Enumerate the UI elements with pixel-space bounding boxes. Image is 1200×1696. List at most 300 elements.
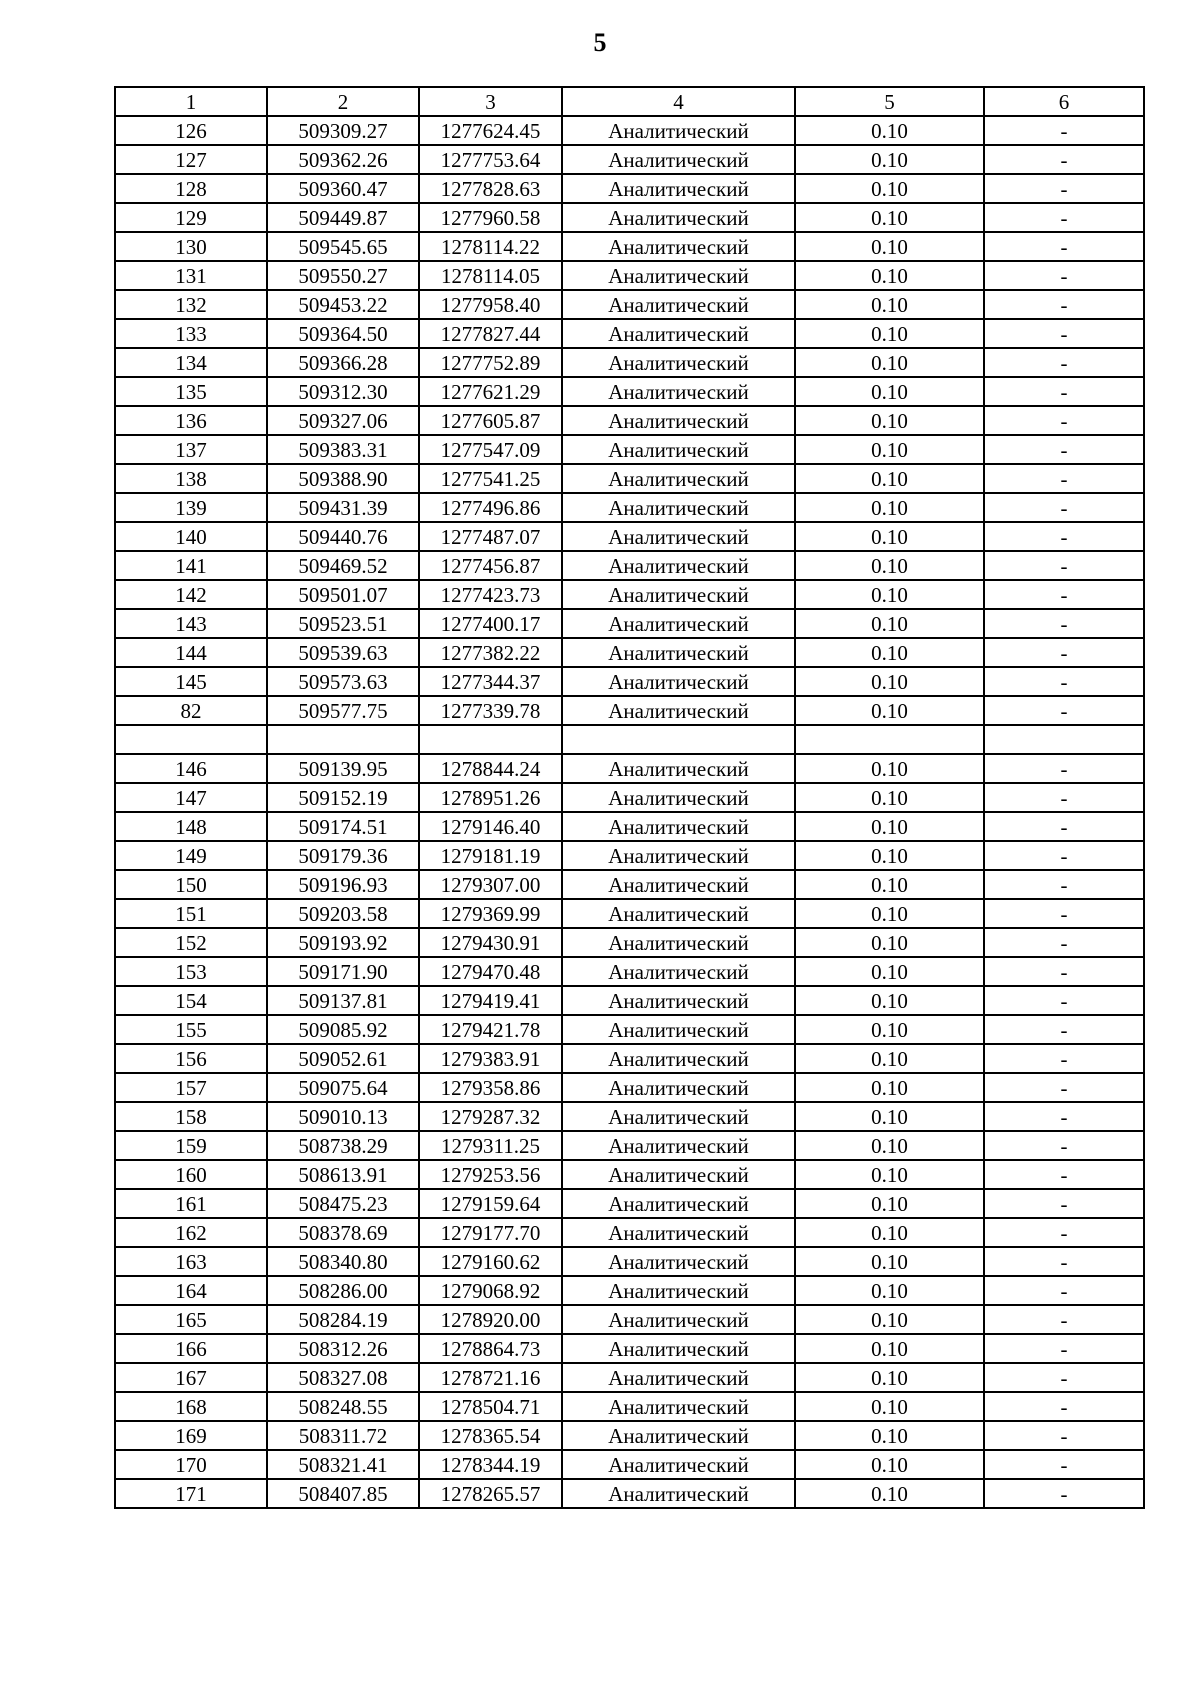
y-coordinate-cell: 1277400.17 <box>419 609 562 638</box>
method-cell: Аналитический <box>562 464 795 493</box>
note-cell: - <box>984 406 1144 435</box>
point-number-cell: 154 <box>115 986 267 1015</box>
table-row <box>115 580 1144 609</box>
note-cell: - <box>984 1392 1144 1421</box>
accuracy-cell: 0.10 <box>795 754 984 783</box>
table-header <box>115 87 1144 116</box>
y-coordinate-cell: 1279311.25 <box>419 1131 562 1160</box>
note-cell: - <box>984 580 1144 609</box>
method-cell: Аналитический <box>562 957 795 986</box>
point-number-cell: 162 <box>115 1218 267 1247</box>
point-number-cell: 150 <box>115 870 267 899</box>
note-cell: - <box>984 899 1144 928</box>
note-cell: - <box>984 1334 1144 1363</box>
x-coordinate-cell: 509075.64 <box>267 1073 419 1102</box>
point-number-cell: 171 <box>115 1479 267 1508</box>
method-cell: Аналитический <box>562 435 795 464</box>
point-number-cell: 135 <box>115 377 267 406</box>
y-coordinate-cell: 1277624.45 <box>419 116 562 145</box>
note-cell: - <box>984 667 1144 696</box>
point-number-cell: 138 <box>115 464 267 493</box>
point-number-cell: 148 <box>115 812 267 841</box>
table-row <box>115 1131 1144 1160</box>
column-header: 6 <box>984 87 1144 116</box>
method-cell: Аналитический <box>562 783 795 812</box>
point-number-cell: 134 <box>115 348 267 377</box>
point-number-cell: 146 <box>115 754 267 783</box>
table-row <box>115 464 1144 493</box>
accuracy-cell <box>795 725 984 754</box>
point-number-cell: 133 <box>115 319 267 348</box>
column-header: 3 <box>419 87 562 116</box>
accuracy-cell: 0.10 <box>795 1276 984 1305</box>
table-row <box>115 1479 1144 1508</box>
page-number: 5 <box>593 28 607 57</box>
table-row <box>115 1015 1144 1044</box>
table-row <box>115 754 1144 783</box>
x-coordinate-cell: 509137.81 <box>267 986 419 1015</box>
coordinates-table <box>114 86 1145 1509</box>
method-cell: Аналитический <box>562 377 795 406</box>
method-cell: Аналитический <box>562 116 795 145</box>
point-number-cell: 139 <box>115 493 267 522</box>
y-coordinate-cell: 1277960.58 <box>419 203 562 232</box>
y-coordinate-cell: 1278951.26 <box>419 783 562 812</box>
y-coordinate-cell <box>419 725 562 754</box>
point-number-cell: 145 <box>115 667 267 696</box>
method-cell: Аналитический <box>562 1421 795 1450</box>
accuracy-cell: 0.10 <box>795 1479 984 1508</box>
y-coordinate-cell: 1278864.73 <box>419 1334 562 1363</box>
table-row <box>115 783 1144 812</box>
method-cell: Аналитический <box>562 580 795 609</box>
x-coordinate-cell: 509010.13 <box>267 1102 419 1131</box>
accuracy-cell: 0.10 <box>795 406 984 435</box>
point-number-cell: 132 <box>115 290 267 319</box>
method-cell: Аналитический <box>562 986 795 1015</box>
x-coordinate-cell: 508407.85 <box>267 1479 419 1508</box>
note-cell: - <box>984 319 1144 348</box>
table-row <box>115 1305 1144 1334</box>
point-number-cell: 127 <box>115 145 267 174</box>
accuracy-cell: 0.10 <box>795 551 984 580</box>
accuracy-cell: 0.10 <box>795 638 984 667</box>
y-coordinate-cell: 1277753.64 <box>419 145 562 174</box>
accuracy-cell: 0.10 <box>795 696 984 725</box>
table-row <box>115 1189 1144 1218</box>
table-row <box>115 638 1144 667</box>
method-cell: Аналитический <box>562 870 795 899</box>
x-coordinate-cell: 509309.27 <box>267 116 419 145</box>
note-cell: - <box>984 609 1144 638</box>
note-cell: - <box>984 116 1144 145</box>
table-row <box>115 725 1144 754</box>
note-cell: - <box>984 522 1144 551</box>
method-cell: Аналитический <box>562 841 795 870</box>
y-coordinate-cell: 1277958.40 <box>419 290 562 319</box>
accuracy-cell: 0.10 <box>795 1015 984 1044</box>
point-number-cell: 159 <box>115 1131 267 1160</box>
point-number-cell: 141 <box>115 551 267 580</box>
y-coordinate-cell: 1277547.09 <box>419 435 562 464</box>
y-coordinate-cell: 1277382.22 <box>419 638 562 667</box>
method-cell: Аналитический <box>562 1276 795 1305</box>
note-cell: - <box>984 1102 1144 1131</box>
table-row <box>115 493 1144 522</box>
point-number-cell: 170 <box>115 1450 267 1479</box>
method-cell: Аналитический <box>562 522 795 551</box>
accuracy-cell: 0.10 <box>795 899 984 928</box>
y-coordinate-cell: 1279307.00 <box>419 870 562 899</box>
table-row <box>115 1392 1144 1421</box>
table-row <box>115 1450 1144 1479</box>
column-header: 5 <box>795 87 984 116</box>
x-coordinate-cell: 509193.92 <box>267 928 419 957</box>
accuracy-cell: 0.10 <box>795 1102 984 1131</box>
accuracy-cell: 0.10 <box>795 1363 984 1392</box>
point-number-cell: 140 <box>115 522 267 551</box>
y-coordinate-cell: 1278920.00 <box>419 1305 562 1334</box>
y-coordinate-cell: 1279068.92 <box>419 1276 562 1305</box>
y-coordinate-cell: 1279430.91 <box>419 928 562 957</box>
method-cell: Аналитический <box>562 899 795 928</box>
x-coordinate-cell: 509179.36 <box>267 841 419 870</box>
note-cell: - <box>984 1015 1144 1044</box>
table-row <box>115 348 1144 377</box>
accuracy-cell: 0.10 <box>795 783 984 812</box>
point-number-cell: 128 <box>115 174 267 203</box>
note-cell: - <box>984 493 1144 522</box>
point-number-cell: 160 <box>115 1160 267 1189</box>
point-number-cell: 142 <box>115 580 267 609</box>
x-coordinate-cell: 508475.23 <box>267 1189 419 1218</box>
point-number-cell: 168 <box>115 1392 267 1421</box>
x-coordinate-cell: 509573.63 <box>267 667 419 696</box>
x-coordinate-cell: 509171.90 <box>267 957 419 986</box>
method-cell: Аналитический <box>562 348 795 377</box>
point-number-cell: 143 <box>115 609 267 638</box>
note-cell: - <box>984 1247 1144 1276</box>
point-number-cell: 167 <box>115 1363 267 1392</box>
accuracy-cell: 0.10 <box>795 1218 984 1247</box>
accuracy-cell: 0.10 <box>795 1131 984 1160</box>
note-cell: - <box>984 841 1144 870</box>
x-coordinate-cell: 509523.51 <box>267 609 419 638</box>
method-cell: Аналитический <box>562 638 795 667</box>
table-row <box>115 841 1144 870</box>
table-row <box>115 1247 1144 1276</box>
method-cell: Аналитический <box>562 1392 795 1421</box>
note-cell: - <box>984 1479 1144 1508</box>
method-cell: Аналитический <box>562 754 795 783</box>
x-coordinate-cell: 509577.75 <box>267 696 419 725</box>
method-cell: Аналитический <box>562 1160 795 1189</box>
note-cell: - <box>984 1363 1144 1392</box>
y-coordinate-cell: 1277344.37 <box>419 667 562 696</box>
x-coordinate-cell: 508738.29 <box>267 1131 419 1160</box>
point-number-cell: 158 <box>115 1102 267 1131</box>
table-row <box>115 812 1144 841</box>
method-cell: Аналитический <box>562 319 795 348</box>
table-row <box>115 261 1144 290</box>
note-cell: - <box>984 551 1144 580</box>
method-cell: Аналитический <box>562 203 795 232</box>
table-row <box>115 522 1144 551</box>
accuracy-cell: 0.10 <box>795 1189 984 1218</box>
point-number-cell: 152 <box>115 928 267 957</box>
method-cell: Аналитический <box>562 1073 795 1102</box>
table-row <box>115 899 1144 928</box>
point-number-cell: 137 <box>115 435 267 464</box>
note-cell: - <box>984 1305 1144 1334</box>
note-cell: - <box>984 928 1144 957</box>
method-cell: Аналитический <box>562 1131 795 1160</box>
y-coordinate-cell: 1279383.91 <box>419 1044 562 1073</box>
x-coordinate-cell: 509052.61 <box>267 1044 419 1073</box>
point-number-cell: 157 <box>115 1073 267 1102</box>
y-coordinate-cell: 1279287.32 <box>419 1102 562 1131</box>
method-cell: Аналитический <box>562 1305 795 1334</box>
method-cell: Аналитический <box>562 145 795 174</box>
table-row <box>115 1276 1144 1305</box>
point-number-cell: 130 <box>115 232 267 261</box>
method-cell <box>562 725 795 754</box>
accuracy-cell: 0.10 <box>795 232 984 261</box>
accuracy-cell: 0.10 <box>795 348 984 377</box>
x-coordinate-cell: 509327.06 <box>267 406 419 435</box>
method-cell: Аналитический <box>562 667 795 696</box>
point-number-cell: 161 <box>115 1189 267 1218</box>
point-number-cell: 163 <box>115 1247 267 1276</box>
point-number-cell: 166 <box>115 1334 267 1363</box>
y-coordinate-cell: 1279470.48 <box>419 957 562 986</box>
note-cell <box>984 725 1144 754</box>
note-cell: - <box>984 1160 1144 1189</box>
accuracy-cell: 0.10 <box>795 1160 984 1189</box>
column-header: 4 <box>562 87 795 116</box>
point-number-cell: 126 <box>115 116 267 145</box>
table-row <box>115 1334 1144 1363</box>
note-cell: - <box>984 1276 1144 1305</box>
method-cell: Аналитический <box>562 290 795 319</box>
x-coordinate-cell <box>267 725 419 754</box>
accuracy-cell: 0.10 <box>795 203 984 232</box>
x-coordinate-cell: 508327.08 <box>267 1363 419 1392</box>
table-row <box>115 1160 1144 1189</box>
point-number-cell: 144 <box>115 638 267 667</box>
point-number-cell: 169 <box>115 1421 267 1450</box>
table-row <box>115 1218 1144 1247</box>
accuracy-cell: 0.10 <box>795 319 984 348</box>
point-number-cell: 165 <box>115 1305 267 1334</box>
note-cell: - <box>984 1044 1144 1073</box>
accuracy-cell: 0.10 <box>795 1073 984 1102</box>
x-coordinate-cell: 508378.69 <box>267 1218 419 1247</box>
method-cell: Аналитический <box>562 609 795 638</box>
y-coordinate-cell: 1278265.57 <box>419 1479 562 1508</box>
accuracy-cell: 0.10 <box>795 435 984 464</box>
y-coordinate-cell: 1279358.86 <box>419 1073 562 1102</box>
x-coordinate-cell: 509085.92 <box>267 1015 419 1044</box>
accuracy-cell: 0.10 <box>795 812 984 841</box>
column-header: 2 <box>267 87 419 116</box>
accuracy-cell: 0.10 <box>795 261 984 290</box>
note-cell: - <box>984 986 1144 1015</box>
x-coordinate-cell: 509469.52 <box>267 551 419 580</box>
y-coordinate-cell: 1277605.87 <box>419 406 562 435</box>
table-row <box>115 435 1144 464</box>
y-coordinate-cell: 1277487.07 <box>419 522 562 551</box>
method-cell: Аналитический <box>562 1015 795 1044</box>
point-number-cell: 153 <box>115 957 267 986</box>
note-cell: - <box>984 870 1144 899</box>
table-row <box>115 551 1144 580</box>
point-number-cell: 136 <box>115 406 267 435</box>
note-cell: - <box>984 957 1144 986</box>
method-cell: Аналитический <box>562 1102 795 1131</box>
y-coordinate-cell: 1278365.54 <box>419 1421 562 1450</box>
y-coordinate-cell: 1279146.40 <box>419 812 562 841</box>
table-row <box>115 870 1144 899</box>
table-row <box>115 232 1144 261</box>
note-cell: - <box>984 377 1144 406</box>
x-coordinate-cell: 509152.19 <box>267 783 419 812</box>
note-cell: - <box>984 783 1144 812</box>
method-cell: Аналитический <box>562 232 795 261</box>
point-number-cell: 82 <box>115 696 267 725</box>
table-row <box>115 986 1144 1015</box>
table-row <box>115 174 1144 203</box>
point-number-cell: 129 <box>115 203 267 232</box>
accuracy-cell: 0.10 <box>795 1334 984 1363</box>
method-cell: Аналитический <box>562 1363 795 1392</box>
accuracy-cell: 0.10 <box>795 1305 984 1334</box>
note-cell: - <box>984 754 1144 783</box>
method-cell: Аналитический <box>562 1044 795 1073</box>
x-coordinate-cell: 509312.30 <box>267 377 419 406</box>
note-cell: - <box>984 145 1144 174</box>
x-coordinate-cell: 508311.72 <box>267 1421 419 1450</box>
point-number-cell: 155 <box>115 1015 267 1044</box>
y-coordinate-cell: 1278844.24 <box>419 754 562 783</box>
table-row <box>115 377 1144 406</box>
y-coordinate-cell: 1278721.16 <box>419 1363 562 1392</box>
y-coordinate-cell: 1279421.78 <box>419 1015 562 1044</box>
x-coordinate-cell: 509449.87 <box>267 203 419 232</box>
method-cell: Аналитический <box>562 812 795 841</box>
accuracy-cell: 0.10 <box>795 174 984 203</box>
y-coordinate-cell: 1277827.44 <box>419 319 562 348</box>
note-cell: - <box>984 232 1144 261</box>
note-cell: - <box>984 1450 1144 1479</box>
note-cell: - <box>984 1073 1144 1102</box>
y-coordinate-cell: 1278344.19 <box>419 1450 562 1479</box>
y-coordinate-cell: 1277423.73 <box>419 580 562 609</box>
x-coordinate-cell: 509431.39 <box>267 493 419 522</box>
note-cell: - <box>984 290 1144 319</box>
point-number-cell: 149 <box>115 841 267 870</box>
accuracy-cell: 0.10 <box>795 609 984 638</box>
y-coordinate-cell: 1278114.05 <box>419 261 562 290</box>
x-coordinate-cell: 509453.22 <box>267 290 419 319</box>
note-cell: - <box>984 203 1144 232</box>
method-cell: Аналитический <box>562 261 795 290</box>
x-coordinate-cell: 509203.58 <box>267 899 419 928</box>
accuracy-cell: 0.10 <box>795 1247 984 1276</box>
method-cell: Аналитический <box>562 1479 795 1508</box>
point-number-cell: 151 <box>115 899 267 928</box>
table-row <box>115 667 1144 696</box>
method-cell: Аналитический <box>562 493 795 522</box>
table-row <box>115 145 1144 174</box>
y-coordinate-cell: 1277828.63 <box>419 174 562 203</box>
y-coordinate-cell: 1277541.25 <box>419 464 562 493</box>
point-number-cell: 131 <box>115 261 267 290</box>
table-row <box>115 319 1144 348</box>
table-row <box>115 928 1144 957</box>
y-coordinate-cell: 1279160.62 <box>419 1247 562 1276</box>
accuracy-cell: 0.10 <box>795 580 984 609</box>
x-coordinate-cell: 509360.47 <box>267 174 419 203</box>
accuracy-cell: 0.10 <box>795 145 984 174</box>
x-coordinate-cell: 508321.41 <box>267 1450 419 1479</box>
x-coordinate-cell: 509366.28 <box>267 348 419 377</box>
y-coordinate-cell: 1277339.78 <box>419 696 562 725</box>
note-cell: - <box>984 174 1144 203</box>
x-coordinate-cell: 508284.19 <box>267 1305 419 1334</box>
y-coordinate-cell: 1279253.56 <box>419 1160 562 1189</box>
note-cell: - <box>984 435 1144 464</box>
x-coordinate-cell: 508613.91 <box>267 1160 419 1189</box>
method-cell: Аналитический <box>562 406 795 435</box>
method-cell: Аналитический <box>562 174 795 203</box>
table-row <box>115 203 1144 232</box>
x-coordinate-cell: 509388.90 <box>267 464 419 493</box>
x-coordinate-cell: 509196.93 <box>267 870 419 899</box>
accuracy-cell: 0.10 <box>795 870 984 899</box>
table-row <box>115 1102 1144 1131</box>
accuracy-cell: 0.10 <box>795 493 984 522</box>
accuracy-cell: 0.10 <box>795 1392 984 1421</box>
accuracy-cell: 0.10 <box>795 957 984 986</box>
method-cell: Аналитический <box>562 1450 795 1479</box>
table-row <box>115 1044 1144 1073</box>
column-header: 1 <box>115 87 267 116</box>
note-cell: - <box>984 464 1144 493</box>
table-row <box>115 290 1144 319</box>
x-coordinate-cell: 508286.00 <box>267 1276 419 1305</box>
table-row <box>115 406 1144 435</box>
method-cell: Аналитический <box>562 551 795 580</box>
accuracy-cell: 0.10 <box>795 116 984 145</box>
point-number-cell <box>115 725 267 754</box>
method-cell: Аналитический <box>562 1334 795 1363</box>
x-coordinate-cell: 509545.65 <box>267 232 419 261</box>
header-row <box>115 87 1144 116</box>
note-cell: - <box>984 696 1144 725</box>
x-coordinate-cell: 508248.55 <box>267 1392 419 1421</box>
note-cell: - <box>984 812 1144 841</box>
accuracy-cell: 0.10 <box>795 377 984 406</box>
accuracy-cell: 0.10 <box>795 986 984 1015</box>
y-coordinate-cell: 1278504.71 <box>419 1392 562 1421</box>
note-cell: - <box>984 1189 1144 1218</box>
x-coordinate-cell: 508312.26 <box>267 1334 419 1363</box>
x-coordinate-cell: 509550.27 <box>267 261 419 290</box>
y-coordinate-cell: 1277621.29 <box>419 377 562 406</box>
table-body <box>115 116 1144 1508</box>
y-coordinate-cell: 1277456.87 <box>419 551 562 580</box>
